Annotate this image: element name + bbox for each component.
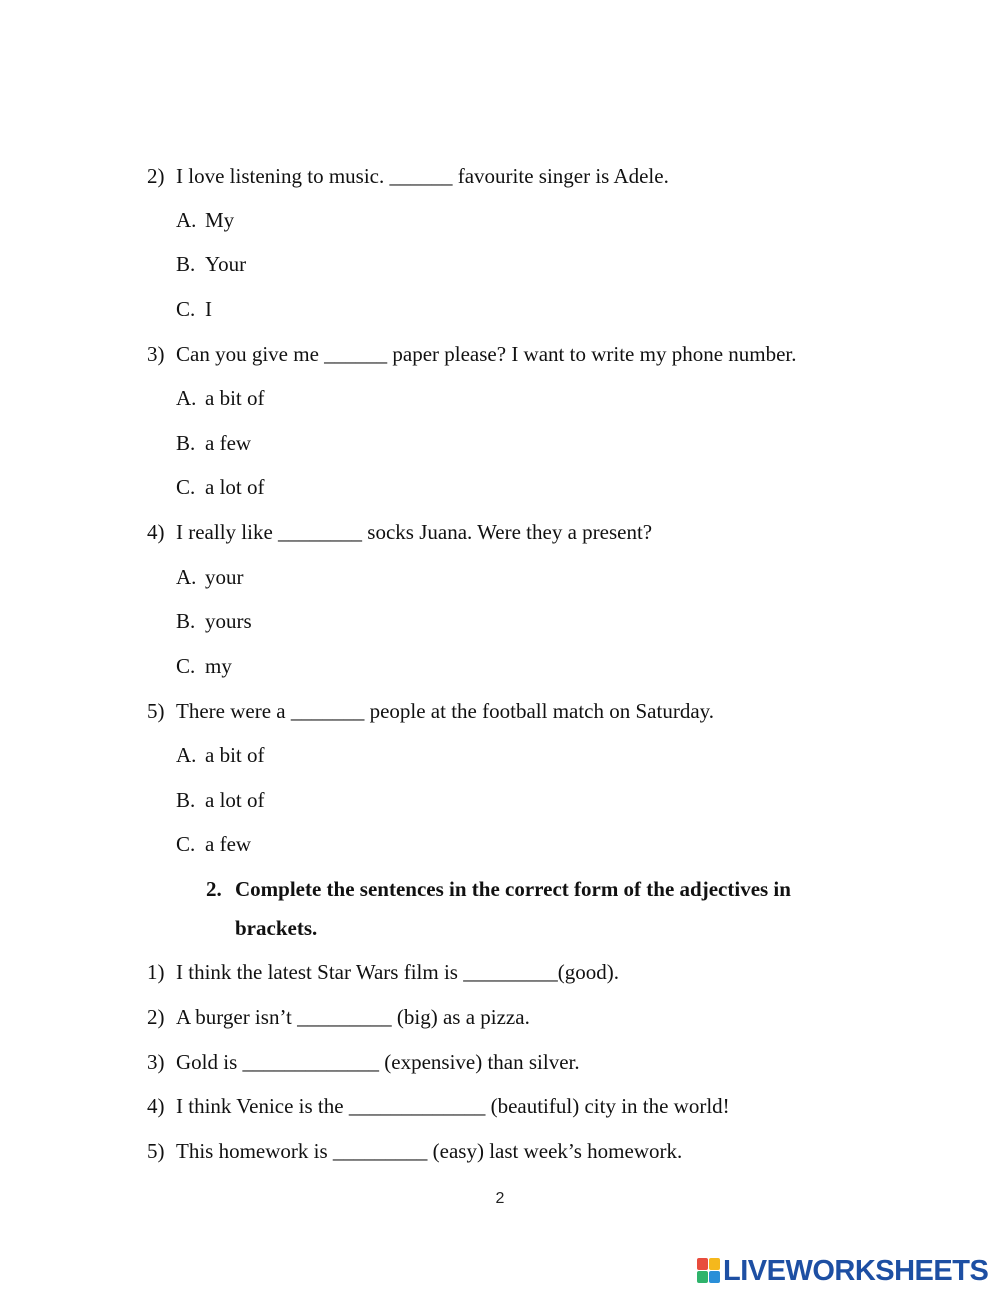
- option-text: my: [205, 654, 232, 678]
- logo-text: LIVEWORKSHEETS: [723, 1254, 989, 1287]
- option-letter: A.: [176, 743, 197, 767]
- option-letter: C.: [176, 297, 196, 321]
- option-text: yours: [205, 609, 252, 633]
- sentence-text: I think Venice is the _____________ (beautiful) city in the world!: [176, 1094, 730, 1118]
- sentence-number: 4): [147, 1094, 165, 1118]
- logo-block-blue: [709, 1271, 720, 1283]
- sentence-number: 2): [147, 1005, 165, 1029]
- liveworksheets-logo-icon: [697, 1258, 721, 1284]
- option-letter: A.: [176, 565, 197, 589]
- question-number: 3): [147, 342, 165, 366]
- section-title: Complete the sentences in the correct form of the adjectives in: [235, 877, 791, 901]
- logo-block-red: [697, 1258, 708, 1270]
- option-text: a bit of: [205, 743, 265, 767]
- question-text: I really like ________ socks Juana. Were they a present?: [176, 520, 653, 544]
- question-text: Can you give me ______ paper please? I want to write my phone number.: [176, 342, 797, 366]
- option-letter: B.: [176, 252, 196, 276]
- option-letter: C.: [176, 654, 196, 678]
- option-text: My: [205, 208, 235, 232]
- sentence-text: Gold is _____________ (expensive) than silver.: [176, 1050, 580, 1074]
- option-letter: B.: [176, 609, 196, 633]
- option-letter: B.: [176, 788, 196, 812]
- option-text: your: [205, 565, 244, 589]
- option-text: a few: [205, 832, 252, 856]
- question-number: 5): [147, 699, 165, 723]
- logo-block-yellow: [709, 1258, 720, 1270]
- sentence-number: 1): [147, 960, 165, 984]
- question-number: 4): [147, 520, 165, 544]
- sentence-text: I think the latest Star Wars film is _________(good).: [176, 960, 619, 984]
- option-text: a bit of: [205, 386, 265, 410]
- option-letter: B.: [176, 431, 196, 455]
- question-text: There were a _______ people at the football match on Saturday.: [176, 699, 715, 723]
- option-text: Your: [205, 252, 247, 276]
- page-number: 2: [495, 1190, 505, 1207]
- option-text: a lot of: [205, 788, 265, 812]
- question-number: 2): [147, 164, 165, 188]
- option-text: a few: [205, 431, 252, 455]
- liveworksheets-logo: [697, 1256, 988, 1286]
- section-title-continued: brackets.: [235, 916, 318, 940]
- sentence-number: 3): [147, 1050, 165, 1074]
- sentence-text: A burger isn’t _________ (big) as a pizza.: [176, 1005, 530, 1029]
- option-text: I: [205, 297, 212, 321]
- option-letter: C.: [176, 475, 196, 499]
- option-letter: C.: [176, 832, 196, 856]
- question-text: I love listening to music. ______ favourite singer is Adele.: [176, 164, 669, 188]
- sentence-number: 5): [147, 1139, 165, 1163]
- logo-block-green: [697, 1271, 708, 1283]
- option-letter: A.: [176, 386, 197, 410]
- sentence-text: This homework is _________ (easy) last week’s homework.: [176, 1139, 683, 1163]
- option-text: a lot of: [205, 475, 265, 499]
- option-letter: A.: [176, 208, 197, 232]
- section-number: 2.: [206, 877, 222, 901]
